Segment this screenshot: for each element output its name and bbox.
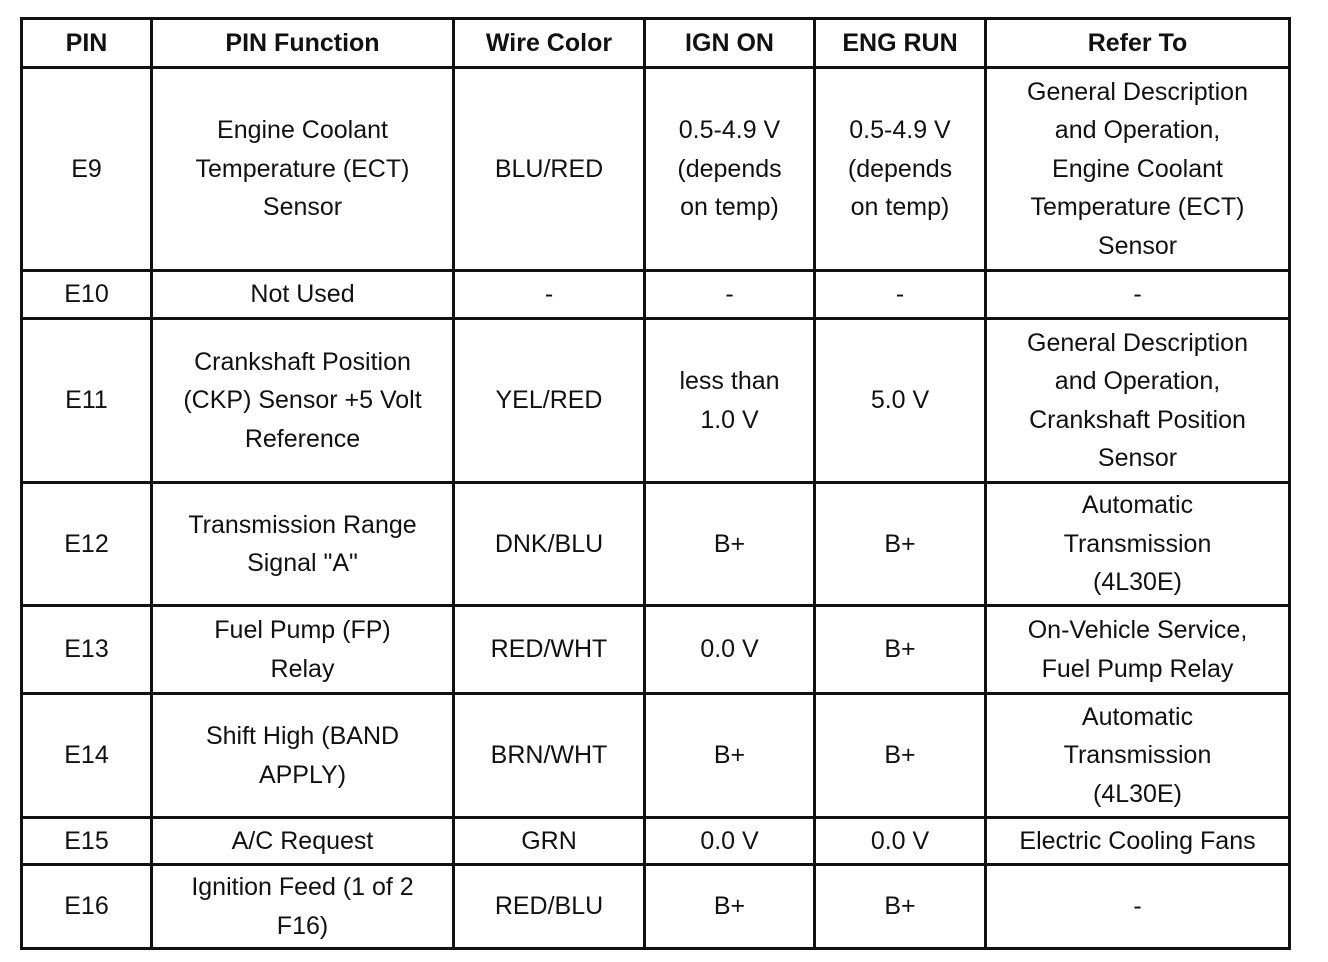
pin-table xyxy=(20,17,1291,950)
eng-run-cell: B+ xyxy=(815,865,986,949)
ign-on-cell: B+ xyxy=(645,694,815,818)
eng-run-cell: B+ xyxy=(815,483,986,606)
pin-cell: E11 xyxy=(22,319,152,483)
header-row xyxy=(22,19,1290,68)
table-row xyxy=(22,68,1290,271)
header-pin-function: PIN Function xyxy=(152,19,454,68)
eng-run-cell: B+ xyxy=(815,606,986,694)
ign-on-cell: B+ xyxy=(645,483,815,606)
ign-on-cell: less than 1.0 V xyxy=(645,319,815,483)
wire-color-cell: - xyxy=(454,271,645,319)
pin-function-cell: Engine Coolant Temperature (ECT) Sensor xyxy=(152,68,454,271)
wire-color-cell: DNK/BLU xyxy=(454,483,645,606)
eng-run-cell: - xyxy=(815,271,986,319)
wire-color-cell: RED/BLU xyxy=(454,865,645,949)
eng-run-cell: 0.0 V xyxy=(815,818,986,865)
header-eng-run: ENG RUN xyxy=(815,19,986,68)
pin-function-cell: Crankshaft Position (CKP) Sensor +5 Volt Reference xyxy=(152,319,454,483)
pin-function-cell: Transmission Range Signal "A" xyxy=(152,483,454,606)
ign-on-cell: 0.0 V xyxy=(645,818,815,865)
ign-on-cell: B+ xyxy=(645,865,815,949)
refer-to-cell: Automatic Transmission (4L30E) xyxy=(986,694,1290,818)
wire-color-cell: RED/WHT xyxy=(454,606,645,694)
refer-to-cell: General Description and Operation, Crankshaft Position Sensor xyxy=(986,319,1290,483)
table-row xyxy=(22,865,1290,949)
pin-cell: E15 xyxy=(22,818,152,865)
pin-function-cell: Ignition Feed (1 of 2 F16) xyxy=(152,865,454,949)
pin-table-container xyxy=(20,17,1288,950)
table-row xyxy=(22,606,1290,694)
eng-run-cell: 5.0 V xyxy=(815,319,986,483)
refer-to-cell: - xyxy=(986,865,1290,949)
table-row xyxy=(22,271,1290,319)
pin-cell: E13 xyxy=(22,606,152,694)
wire-color-cell: YEL/RED xyxy=(454,319,645,483)
refer-to-cell: On-Vehicle Service, Fuel Pump Relay xyxy=(986,606,1290,694)
table-row xyxy=(22,694,1290,818)
eng-run-cell: 0.5-4.9 V (depends on temp) xyxy=(815,68,986,271)
table-row xyxy=(22,818,1290,865)
header-refer-to: Refer To xyxy=(986,19,1290,68)
ign-on-cell: - xyxy=(645,271,815,319)
header-pin: PIN xyxy=(22,19,152,68)
wire-color-cell: GRN xyxy=(454,818,645,865)
header-wire-color: Wire Color xyxy=(454,19,645,68)
wire-color-cell: BLU/RED xyxy=(454,68,645,271)
header-ign-on: IGN ON xyxy=(645,19,815,68)
ign-on-cell: 0.5-4.9 V (depends on temp) xyxy=(645,68,815,271)
pin-function-cell: Shift High (BAND APPLY) xyxy=(152,694,454,818)
pin-cell: E14 xyxy=(22,694,152,818)
pin-cell: E9 xyxy=(22,68,152,271)
pin-cell: E12 xyxy=(22,483,152,606)
table-row xyxy=(22,483,1290,606)
pin-function-cell: Not Used xyxy=(152,271,454,319)
refer-to-cell: Automatic Transmission (4L30E) xyxy=(986,483,1290,606)
pin-function-cell: A/C Request xyxy=(152,818,454,865)
pin-cell: E16 xyxy=(22,865,152,949)
refer-to-cell: Electric Cooling Fans xyxy=(986,818,1290,865)
refer-to-cell: - xyxy=(986,271,1290,319)
pin-cell: E10 xyxy=(22,271,152,319)
refer-to-cell: General Description and Operation, Engine Coolant Temperature (ECT) Sensor xyxy=(986,68,1290,271)
pin-function-cell: Fuel Pump (FP) Relay xyxy=(152,606,454,694)
ign-on-cell: 0.0 V xyxy=(645,606,815,694)
wire-color-cell: BRN/WHT xyxy=(454,694,645,818)
eng-run-cell: B+ xyxy=(815,694,986,818)
table-row xyxy=(22,319,1290,483)
